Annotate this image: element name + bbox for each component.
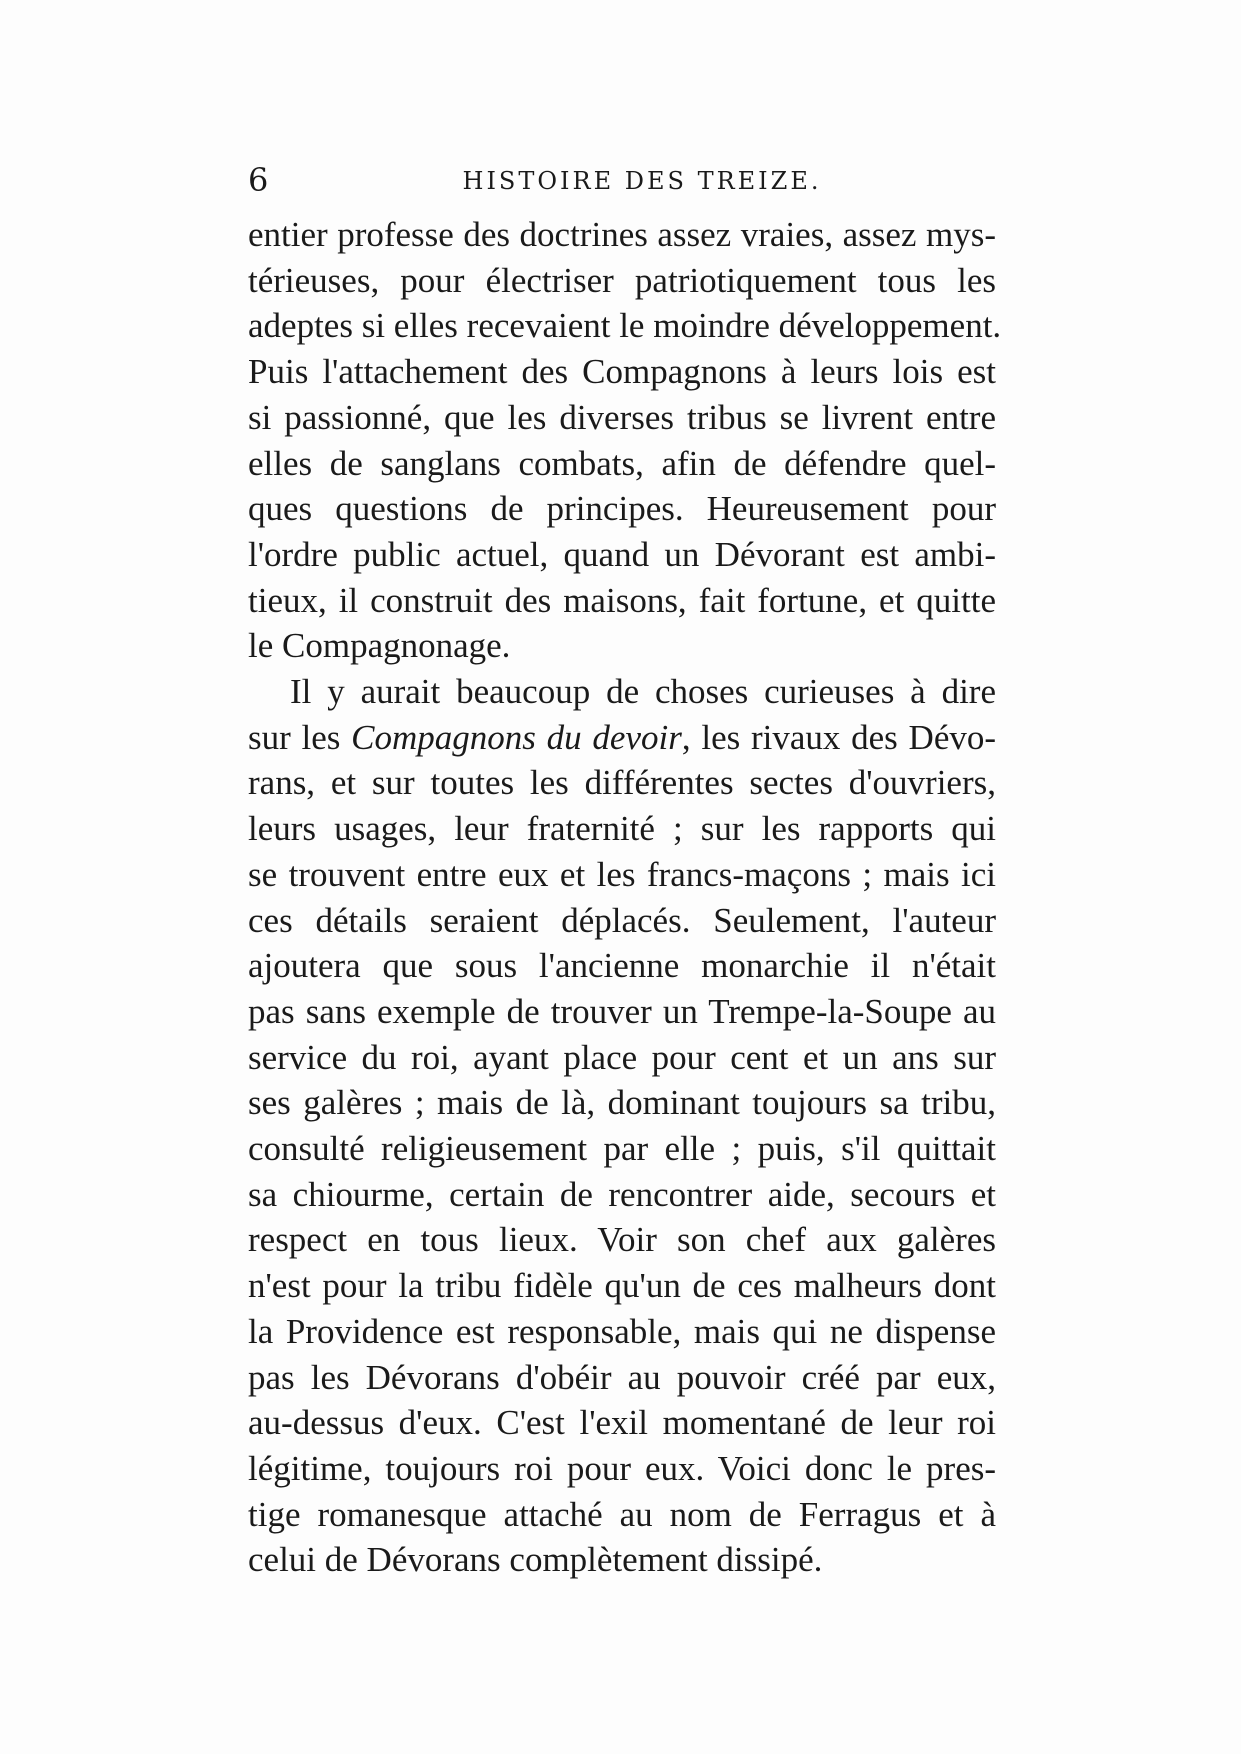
text-line: respect en tous lieux. Voir son chef aux galères	[248, 1220, 996, 1260]
text-line: ajoutera que sous l'ancienne monarchie il n'était	[248, 946, 996, 986]
text-line-with-italic	[248, 715, 996, 761]
text-line: si passionné, que les diverses tribus se livrent entre	[248, 397, 996, 437]
text-line: entier professe des doctrines assez vraies, assez mys-	[248, 215, 996, 254]
page-number: 6	[248, 161, 269, 199]
text-line: ses galères ; mais de là, dominant toujours sa tribu,	[248, 1083, 996, 1123]
text-line: térieuses, pour électriser patriotiquement tous les	[248, 260, 996, 300]
text-line: pas les Dévorans d'obéir au pouvoir créé par eux,	[248, 1357, 996, 1397]
text-line: adeptes si elles recevaient le moindre développement.	[248, 306, 1002, 346]
text-line: n'est pour la tribu fidèle qu'un de ces malheurs dont	[248, 1266, 996, 1306]
text-line: la Providence est responsable, mais qui ne dispense	[248, 1311, 996, 1351]
body-text	[248, 212, 1002, 1583]
text-line: légitime, toujours roi pour eux. Voici donc le pres-	[248, 1448, 996, 1488]
text-line: au-dessus d'eux. C'est l'exil momentané de leur roi	[248, 1403, 996, 1443]
text-line: leurs usages, leur fraternité ; sur les rapports qui	[248, 809, 996, 849]
paragraph-1	[248, 212, 1002, 669]
text-line: Il y aurait beaucoup de choses curieuses à dire	[290, 672, 996, 712]
text-line: pas sans exemple de trouver un Trempe-la-Soupe au	[248, 991, 996, 1031]
text-line: sa chiourme, certain de rencontrer aide, secours et	[248, 1174, 996, 1214]
text-line: se trouvent entre eux et les francs-maçons ; mais ici	[248, 854, 996, 894]
text-line: ces détails seraient déplacés. Seulement, l'auteur	[248, 900, 996, 940]
text-line: ques questions de principes. Heureusement pour	[248, 489, 996, 529]
text-line: tige romanesque attaché au nom de Ferragus et à	[248, 1494, 996, 1534]
text-line: consulté religieusement par elle ; puis, s'il quittait	[248, 1129, 996, 1169]
text-line: tieux, il construit des maisons, fait fortune, et quitte	[248, 580, 996, 620]
text-line: celui de Dévorans complètement dissipé.	[248, 1540, 823, 1580]
text-line: le Compagnonage.	[248, 626, 511, 666]
page-header	[248, 160, 996, 200]
text-segment: , les rivaux des Dévo-	[681, 717, 997, 757]
text-line: Puis l'attachement des Compagnons à leurs lois est	[248, 352, 996, 392]
text-line: service du roi, ayant place pour cent et un ans sur	[248, 1037, 996, 1077]
paragraph-2	[248, 669, 996, 1583]
text-line: l'ordre public actuel, quand un Dévorant est ambi-	[248, 534, 996, 574]
text-line: rans, et sur toutes les différentes sectes d'ouvriers,	[248, 763, 996, 803]
running-title: HISTOIRE DES TREIZE.	[462, 167, 822, 195]
text-line: elles de sanglans combats, afin de défendre quel-	[248, 443, 996, 483]
text-segment: sur les	[248, 717, 352, 757]
italic-title: Compagnons du devoir	[351, 717, 682, 757]
